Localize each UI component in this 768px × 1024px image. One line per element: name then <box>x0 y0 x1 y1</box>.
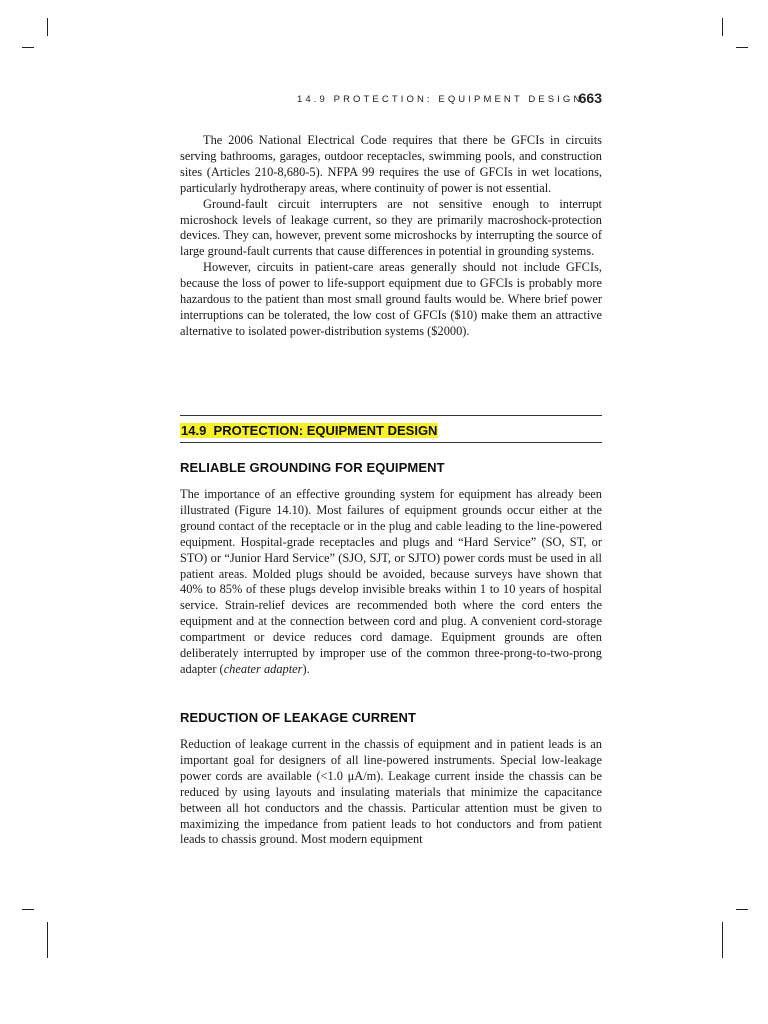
paragraph-reliable-grounding-italic: cheater adapter <box>223 661 303 676</box>
section-title: PROTECTION: EQUIPMENT DESIGN <box>213 423 438 438</box>
section-heading <box>180 422 438 439</box>
crop-mark-top-left-horizontal <box>22 47 34 48</box>
section-heading-highlight <box>180 423 438 438</box>
crop-mark-top-left-vertical <box>47 18 48 36</box>
crop-mark-bottom-left-vertical <box>47 922 48 958</box>
subsection-heading-leakage-current: REDUCTION OF LEAKAGE CURRENT <box>180 710 417 725</box>
page-number: 663 <box>578 90 602 106</box>
crop-mark-top-right-horizontal <box>736 47 748 48</box>
paragraph-reliable-grounding <box>180 487 602 678</box>
paragraph-reliable-grounding-main: The importance of an effective grounding system for equipment has already been illustrated (Figure 14.10). Most failures of equipment grounds occur either at the ground contact of the receptacle or in the plug and cable leading to the line-powered equipment. Hospital-grade receptacles and plugs and “Hard Service” (SO, ST, or STO) or “Junior Hard Service” (SJO, SJT, or SJTO) power cords must be used in all patient areas. Molded plugs should be avoided, because surveys have shown that 40% to 85% of these plugs develop invisible breaks within 1 to 10 years of hospital service. Strain-relief devices are recommended both where the cord enters the equipment and at the connection between cord and plug. A convenient cord-storage compartment or device reduces cord damage. Equipment grounds are often deliberately interrupted by improper use of the common three-prong-to-two-prong adapter ( <box>180 487 602 676</box>
crop-mark-bottom-right-vertical <box>722 922 723 958</box>
section-number: 14.9 <box>181 423 207 438</box>
section-rule-top <box>180 415 602 416</box>
section-rule-bottom <box>180 442 602 443</box>
paragraph-leakage-current: Reduction of leakage current in the chassis of equipment and in patient leads is an important goal for designers of all line-powered instruments. Special low-leakage power cords are available (<1.0 μA/m). Leakage current inside the chassis can be reduced by using layouts and insulating materials that minimize the capacitance between all hot conductors and the chassis. Particular attention must be given to maximizing the impedance from patient leads to hot conductors and from patient leads to chassis ground. Most modern equipment <box>180 737 602 847</box>
paragraph-gfci-patient-care: However, circuits in patient-care areas generally should not include GFCIs, because the loss of power to life-support equipment due to GFCIs is probably more hazardous to the patient than most small ground faults would be. Where brief power interruptions can be tolerated, the low cost of GFCIs ($10) make them an attractive alternative to isolated power-distribution systems ($2000). <box>180 260 602 338</box>
subsection-leakage-current-body <box>180 737 602 848</box>
running-head <box>180 90 602 110</box>
crop-mark-bottom-left-horizontal <box>22 909 34 910</box>
subsection-heading-reliable-grounding: RELIABLE GROUNDING FOR EQUIPMENT <box>180 460 445 475</box>
crop-mark-top-right-vertical <box>722 18 723 36</box>
paragraph-gfci-sensitivity: Ground-fault circuit interrupters are not sensitive enough to interrupt microshock levels of leakage current, so they are primarily macroshock-protection devices. They can, however, prevent some microshocks by interrupting the source of large ground-fault currents that cause differences in potential in grounding systems. <box>180 196 602 259</box>
paragraph-reliable-grounding-end: ). <box>302 661 310 676</box>
crop-mark-bottom-right-horizontal <box>736 909 748 910</box>
intro-text <box>180 133 602 340</box>
paragraph-gfci-code: The 2006 National Electrical Code requires that there be GFCIs in circuits serving bathrooms, garages, outdoor receptacles, swimming pools, and construction sites (Articles 210-8,680-5). NFPA 99 requires the use of GFCIs in wet locations, particularly hydrotherapy areas, where continuity of power is not essential. <box>180 133 602 195</box>
running-head-section: 14.9 PROTECTION: EQUIPMENT DESIGN <box>297 94 584 105</box>
subsection-reliable-grounding-body <box>180 487 602 678</box>
